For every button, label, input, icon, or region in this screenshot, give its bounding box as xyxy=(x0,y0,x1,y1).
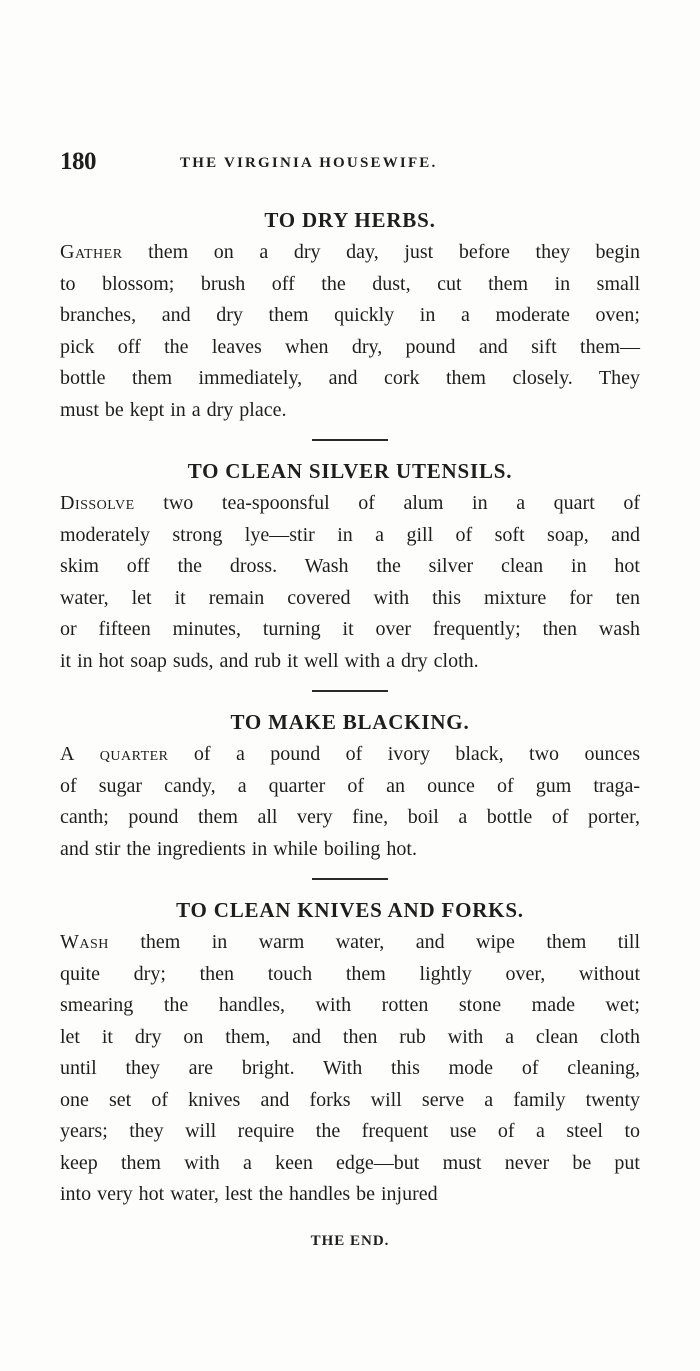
text-line: keep them with a keen edge—but must never be put xyxy=(60,1151,640,1174)
section-heading-dry-herbs: TO DRY HERBS. xyxy=(264,208,436,232)
section-divider xyxy=(312,690,388,692)
section-heading-clean-silver: TO CLEAN SILVER UTENSILS. xyxy=(187,459,513,483)
text-line: into very hot water, lest the handles be injured xyxy=(60,1183,438,1205)
text-line: branches, and dry them quickly in a moderate oven; xyxy=(60,304,640,326)
lead-word: Gather xyxy=(60,241,123,263)
section-divider xyxy=(312,439,388,441)
section-heading-clean-knives: TO CLEAN KNIVES AND FORKS. xyxy=(176,898,524,922)
section-divider xyxy=(312,878,388,880)
text-line: or fifteen minutes, turning it over frequently; then wash xyxy=(60,618,640,640)
text-line: until they are bright. With this mode of cleaning, xyxy=(60,1057,640,1079)
text-line: quite dry; then touch them lightly over, without xyxy=(60,962,640,985)
text-line: pick off the leaves when dry, pound and sift them— xyxy=(60,335,640,358)
text-line: let it dry on them, and then rub with a clean cloth xyxy=(60,1025,640,1048)
text-line: years; they will require the frequent use of a steel to xyxy=(60,1120,640,1142)
lead-word: A quarter xyxy=(60,743,169,765)
text-line: smearing the handles, with rotten stone made wet; xyxy=(60,994,640,1016)
section-body-clean-silver xyxy=(60,488,640,677)
text-line: moderately strong lye—stir in a gill of soft soap, and xyxy=(60,523,640,546)
running-title: THE VIRGINIA HOUSEWIFE. xyxy=(180,155,438,171)
the-end-label: THE END. xyxy=(310,1232,390,1249)
text-line: to blossom; brush off the dust, cut them in small xyxy=(60,272,640,295)
section-body-make-blacking xyxy=(60,739,640,865)
page-number: 180 xyxy=(60,148,96,175)
text-line: one set of knives and forks will serve a family twenty xyxy=(60,1088,640,1111)
section-heading-make-blacking: TO MAKE BLACKING. xyxy=(230,710,470,734)
section-body-clean-knives xyxy=(60,927,640,1211)
text-line: Dissolve two tea-spoonsful of alum in a quart of xyxy=(60,492,640,514)
lead-word: Wash xyxy=(60,931,109,953)
text-line: bottle them immediately, and cork them closely. They xyxy=(60,367,640,389)
section-body-dry-herbs xyxy=(60,237,640,426)
text-line: Gather them on a dry day, just before they begin xyxy=(60,241,640,263)
text-line: and stir the ingredients in while boiling hot. xyxy=(60,837,417,860)
text-line: of sugar candy, a quarter of an ounce of gum traga- xyxy=(60,774,640,797)
text-line: skim off the dross. Wash the silver clean in hot xyxy=(60,555,640,577)
text-line: it in hot soap suds, and rub it well with a dry cloth. xyxy=(60,649,479,672)
text-line: water, let it remain covered with this mixture for ten xyxy=(60,586,640,609)
text-line: A quarter of a pound of ivory black, two ounces xyxy=(60,743,640,765)
page-content xyxy=(60,203,640,1250)
lead-word: Dissolve xyxy=(60,492,135,514)
text-line: canth; pound them all very fine, boil a bottle of porter, xyxy=(60,806,640,828)
text-line: must be kept in a dry place. xyxy=(60,398,287,421)
text-line: Wash them in warm water, and wipe them till xyxy=(60,931,640,953)
page-header xyxy=(60,148,640,182)
